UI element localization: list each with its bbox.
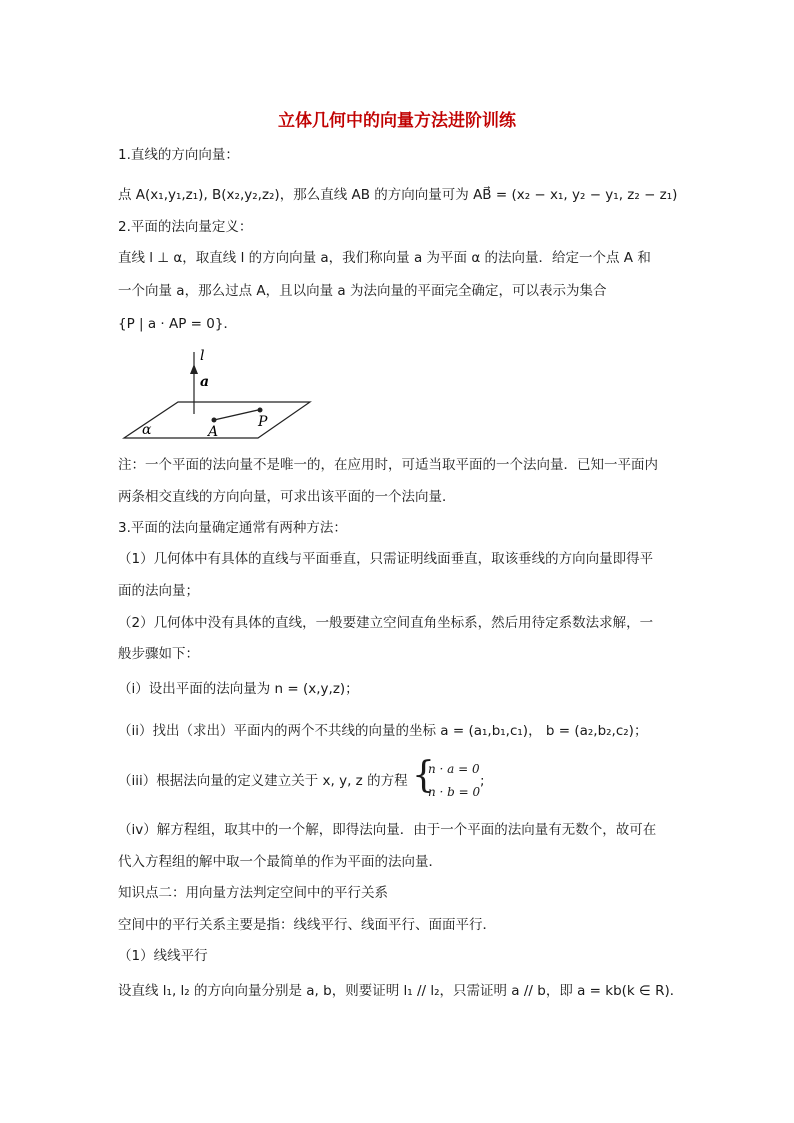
note-line: 两条相交直线的方向向量，可求出该平面的一个法向量．: [118, 489, 456, 505]
section-heading: 知识点二：用向量方法判定空间中的平行关系: [118, 885, 388, 901]
equation-row: n · a = 0: [428, 762, 480, 776]
step-line: （iii）根据法向量的定义建立关于 x, y, z 的方程: [118, 773, 408, 789]
vector-AP: [214, 410, 258, 420]
label-alpha: α: [142, 422, 152, 438]
section-heading: 2.平面的法向量定义：: [118, 219, 253, 235]
paragraph-line: 点 A(x₁,y₁,z₁), B(x₂,y₂,z₂)，那么直线 AB 的方向向量可为 AB⃗ = (x₂ − x₁, y₂ − y₁, z₂ − z₁): [118, 187, 678, 203]
paragraph-line: 一个向量 a，那么过点 A，且以向量 a 为法向量的平面完全确定，可以表示为集合: [118, 283, 607, 299]
normal-vector-figure: [118, 344, 318, 444]
step-line: （iv）解方程组，取其中的一个解，即得法向量．由于一个平面的法向量有无数个，故可在: [118, 822, 657, 838]
note-line: 注：一个平面的法向量不是唯一的，在应用时，可适当取平面的一个法向量．已知一平面内: [118, 457, 658, 473]
label-A: A: [208, 424, 219, 440]
paragraph-line: 代入方程组的解中取一个最简单的作为平面的法向量．: [118, 854, 442, 870]
label-P: P: [258, 414, 268, 430]
paragraph-line: （1）线线平行: [118, 948, 208, 964]
paragraph-line: 空间中的平行关系主要是指：线线平行、线面平行、面面平行．: [118, 917, 496, 933]
page-title: 立体几何中的向量方法进阶训练: [278, 111, 516, 131]
step-line: （i）设出平面的法向量为 n = (x,y,z)；: [118, 681, 359, 697]
equation-terminator: ;: [480, 773, 485, 789]
paragraph-line: 面的法向量；: [118, 583, 199, 599]
point-A: [212, 418, 217, 423]
paragraph-line: 般步骤如下：: [118, 646, 199, 662]
label-a: a: [200, 374, 210, 390]
equation-row: n · b = 0: [428, 785, 481, 799]
set-expression: {P | a · AP = 0}．: [118, 316, 237, 332]
label-l: l: [200, 348, 205, 364]
point-P: [258, 408, 263, 413]
paragraph-line: 设直线 l₁, l₂ 的方向向量分别是 a, b，则要证明 l₁ // l₂，只需证明 a // b，即 a = kb(k ∈ R)．: [118, 983, 684, 999]
section-heading: 3.平面的法向量确定通常有两种方法：: [118, 520, 347, 536]
paragraph-line: （2）几何体中没有具体的直线，一般要建立空间直角坐标系，然后用待定系数法求解，一: [118, 615, 654, 631]
step-line: （ii）找出（求出）平面内的两个不共线的向量的坐标 a = (a₁,b₁,c₁)， b = (a₂,b₂,c₂)；: [118, 723, 648, 739]
section-heading: 1.直线的方向向量：: [118, 147, 239, 163]
arrow-a-head: [190, 364, 198, 374]
paragraph-line: （1）几何体中有具体的直线与平面垂直，只需证明线面垂直，取该垂线的方向向量即得平: [118, 551, 654, 567]
paragraph-line: 直线 l ⊥ α，取直线 l 的方向向量 a，我们称向量 a 为平面 α 的法向量．给定一个点 A 和: [118, 250, 651, 266]
equation-brace: {: [412, 755, 435, 796]
